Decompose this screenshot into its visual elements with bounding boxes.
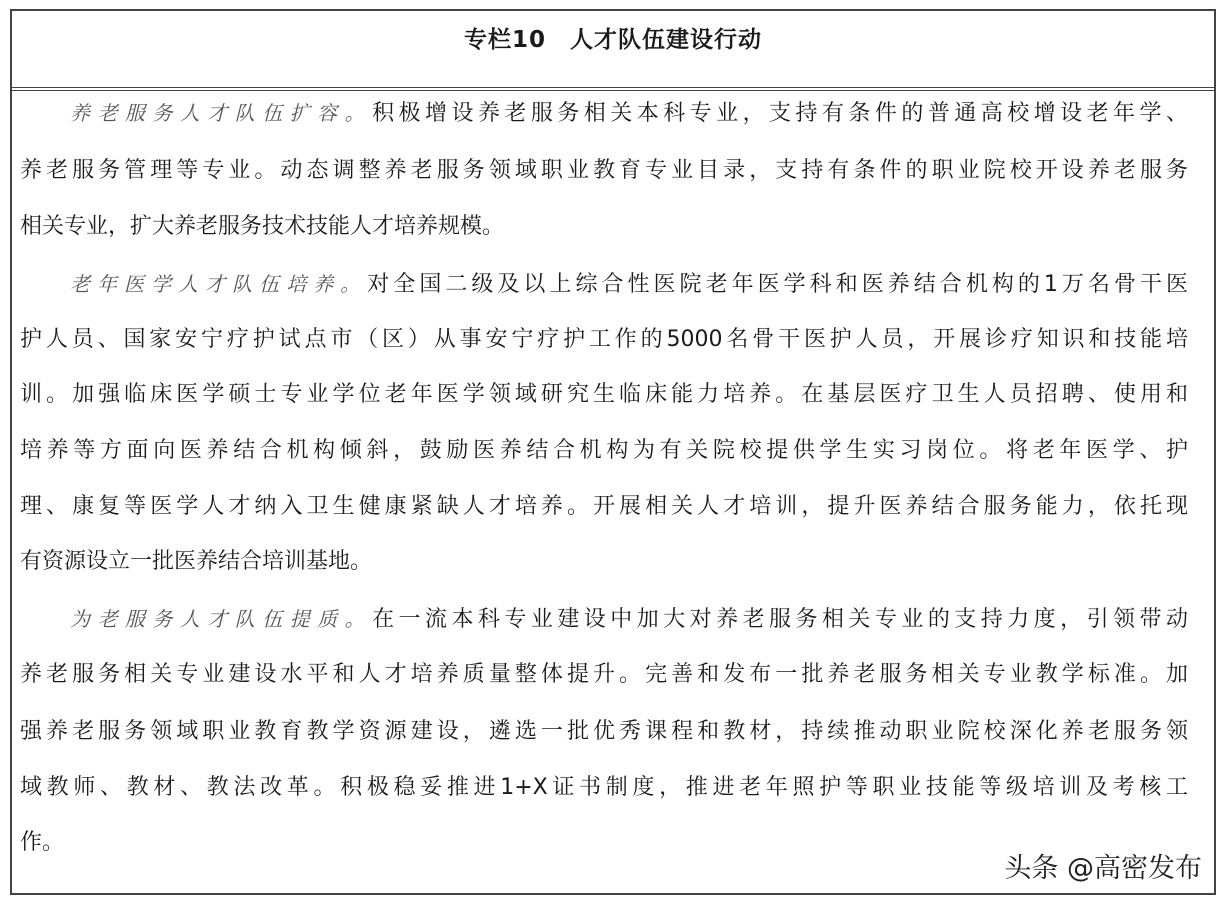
paragraph-text: 积极增设养老服务相关本科专业，支持有条件的普通高校增设老年学、 xyxy=(372,101,1188,126)
paragraph-line xyxy=(20,436,1188,466)
paragraph-text: 养老服务管理等专业。动态调整养老服务领域职业教育专业目录，支持有条件的职业院校开设养老服务 xyxy=(20,158,1188,183)
paragraph-line xyxy=(20,773,1188,803)
watermark: 头条 @高密发布 xyxy=(1004,853,1202,884)
paragraph-text: 有资源设立一批医养结合培训基地。 xyxy=(20,549,373,574)
paragraph-text: 作。 xyxy=(20,830,65,855)
paragraph-line xyxy=(20,717,1188,747)
paragraph-text: 相关专业，扩大养老服务技术技能人才培养规模。 xyxy=(20,214,505,239)
column-title: 专栏10 人才队伍建设行动 xyxy=(463,27,762,53)
paragraph-text: 域教师、教材、教法改革。积极稳妥推进1+X证书制度，推进老年照护等职业技能等级培训及考核工 xyxy=(20,775,1188,800)
paragraph-text: 理、康复等医学人才纳入卫生健康紧缺人才培养。开展相关人才培训，提升医养结合服务能力，依托现 xyxy=(20,494,1188,519)
paragraph-line xyxy=(20,660,1188,690)
paragraph-text: 在一流本科专业建设中加大对养老服务相关专业的支持力度，引领带动 xyxy=(372,607,1188,632)
paragraph-line xyxy=(20,547,1188,577)
paragraph-text: 强养老服务领域职业教育教学资源建设，遴选一批优秀课程和教材，持续推动职业院校深化养老服务领 xyxy=(20,719,1188,744)
paragraph-text: 训。加强临床医学硕士专业学位老年医学领域研究生临床能力培养。在基层医疗卫生人员招聘、使用和 xyxy=(20,382,1188,407)
paragraph-text: 对全国二级及以上综合性医院老年医学科和医养结合机构的1万名骨干医 xyxy=(367,272,1189,297)
paragraph-lead: 为老服务人才队伍提质。 xyxy=(70,607,373,631)
paragraph-text: 护人员、国家安宁疗护试点市（区）从事安宁疗护工作的5000名骨干医护人员，开展诊疗知识和技能培 xyxy=(20,327,1188,352)
paragraph-line xyxy=(20,380,1188,410)
paragraph-line xyxy=(20,212,1188,242)
paragraph-first-line xyxy=(70,269,1188,300)
paragraph-first-line xyxy=(70,98,1188,129)
paragraph-lead: 养老服务人才队伍扩容。 xyxy=(70,101,373,125)
column-header xyxy=(12,11,1214,91)
paragraph-lead: 老年医学人才队伍培养。 xyxy=(70,272,368,296)
paragraph-line xyxy=(20,492,1188,522)
paragraph-line xyxy=(20,325,1188,355)
paragraph-line xyxy=(20,156,1188,186)
paragraph-first-line xyxy=(70,604,1188,635)
paragraph-text: 培养等方面向医养结合机构倾斜，鼓励医养结合机构为有关院校提供学生实习岗位。将老年医学、护 xyxy=(20,438,1188,463)
paragraph-text: 养老服务相关专业建设水平和人才培养质量整体提升。完善和发布一批养老服务相关专业教学标准。加 xyxy=(20,662,1188,687)
